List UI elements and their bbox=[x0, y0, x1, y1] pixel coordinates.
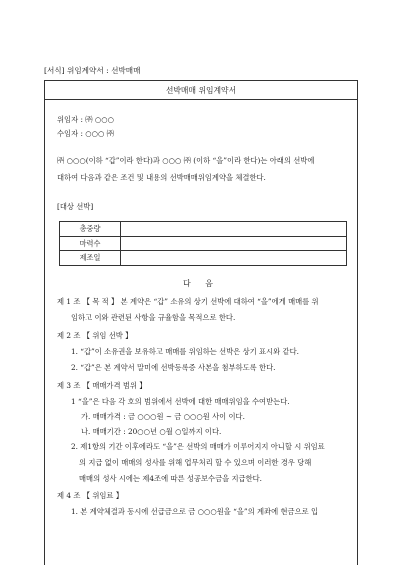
vessel-heading: [대상 선박] bbox=[57, 202, 94, 211]
table-cell-label: 마력수 bbox=[60, 236, 121, 251]
table-cell-label: 총중량 bbox=[60, 222, 121, 237]
article-1-continuation: 임하고 이와 관련된 사항을 규율함을 목적으로 한다. bbox=[71, 313, 236, 322]
article-2-item-2: 2. “갑”은 본 계약서 말미에 선박등록증 사본을 첨부하도록 한다. bbox=[71, 363, 276, 372]
article-3-item-1b: 나. 매매기간 : 20○○년 ○월 ○일까지 이다. bbox=[81, 427, 222, 436]
article-3-item-2-line-3: 매매의 성사 시에는 제4조에 따른 성공보수금을 지급한다. bbox=[79, 474, 262, 483]
table-cell-value bbox=[121, 222, 347, 237]
article-2-heading: 제 2 조 【 위임 선박 】 bbox=[57, 331, 133, 340]
intro-line-2: 대하여 다음과 같은 조건 및 내용의 선박매매위임계약을 체결한다. bbox=[57, 173, 266, 182]
table-cell-value bbox=[121, 236, 347, 251]
table-cell-value bbox=[121, 251, 347, 266]
table-row bbox=[60, 236, 347, 251]
terms-heading: 다 음 bbox=[183, 279, 219, 288]
delegator-line: 위임자 : ㈜ ○○○ bbox=[57, 115, 114, 124]
intro-line-1: ㈜ ○○○(이하 “갑”이라 한다)과 ○○○ ㈜ (이하 “을”이라 한다)는 아래의 선박에 bbox=[57, 156, 315, 165]
title-divider bbox=[45, 99, 357, 100]
table-row bbox=[60, 222, 347, 237]
article-4-item-1: 1. 본 계약체결과 동시에 선급금으로 금 ○○○원을 “을”의 계좌에 현금으로 입 bbox=[71, 507, 319, 516]
article-4-heading: 제 4 조 【 위임료 】 bbox=[57, 491, 124, 500]
article-3-item-1: 1 “을”은 다음 각 호의 범위에서 선박에 대한 매매위임을 수여받는다. bbox=[71, 397, 290, 406]
article-2-item-1: 1. “갑”이 소유권을 보유하고 매매를 위임하는 선박은 상기 표시와 같다. bbox=[71, 347, 299, 356]
contract-document bbox=[44, 80, 358, 565]
document-title: 선박매매 위임계약서 bbox=[165, 86, 237, 95]
form-type-label: [서식] 위임계약서 : 선박매매 bbox=[44, 66, 141, 75]
mandatary-line: 수임자 : ○○○ ㈜ bbox=[57, 129, 114, 138]
vessel-spec-table bbox=[59, 221, 347, 266]
table-cell-label: 제조일 bbox=[60, 251, 121, 266]
article-3-item-2-line-1: 2. 제1항의 기간 이후에라도 “을”은 선박의 매매가 이루어지지 아니할 시 위임료 bbox=[71, 442, 325, 451]
article-3-item-2-line-2: 의 지급 없이 매매의 성사를 위해 업무처리 할 수 있으며 이러한 경우 당해 bbox=[79, 458, 312, 467]
article-3-heading: 제 3 조 【 매매가격 범위 】 bbox=[57, 381, 147, 390]
article-1-heading: 제 1 조 【 목 적 】 본 계약은 “갑” 소유의 상기 선박에 대하여 “을”에게 매매를 위 bbox=[57, 297, 319, 306]
article-3-item-1a: 가. 매매가격 : 금 ○○○원 ~ 금 ○○○원 사이 이다. bbox=[81, 412, 245, 421]
table-row bbox=[60, 251, 347, 266]
